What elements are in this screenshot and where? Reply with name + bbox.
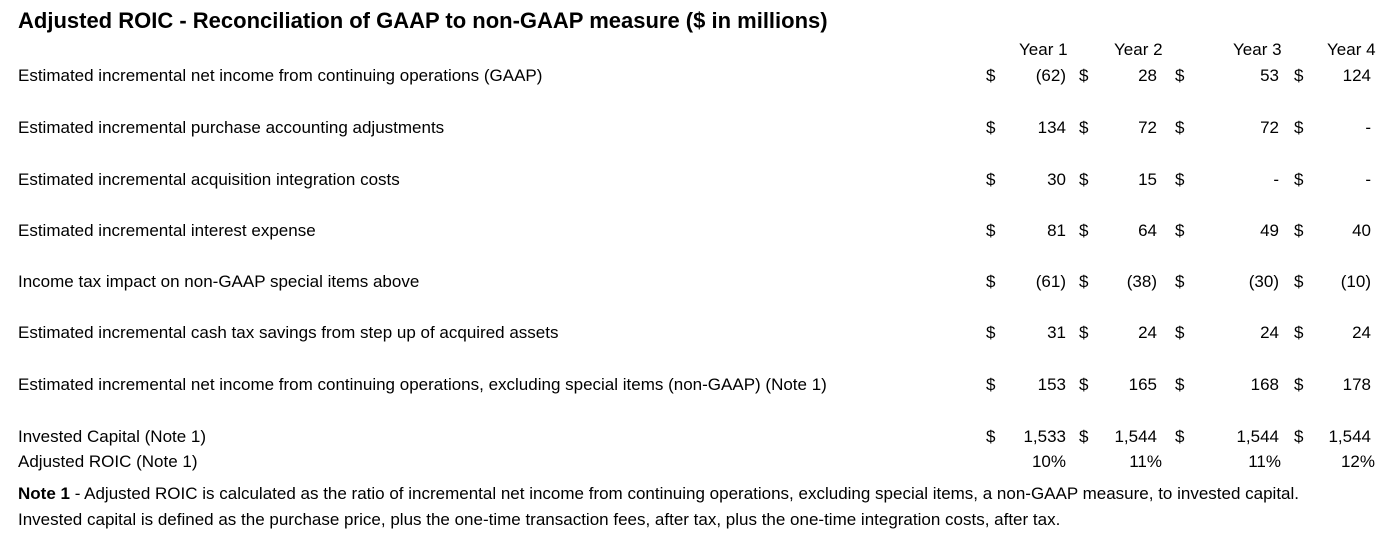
- table-row: [0, 427, 1400, 449]
- cell-value-year-2: 28: [1138, 66, 1157, 85]
- cell-value-year-3: -: [1273, 170, 1279, 189]
- cell-value-year-1: 1,533: [1023, 427, 1066, 446]
- row-label: Estimated incremental purchase accounting adjustments: [18, 118, 445, 137]
- cell-value-year-1: 30: [1047, 170, 1066, 189]
- currency-symbol: $: [1175, 118, 1185, 137]
- currency-symbol: $: [1175, 323, 1185, 342]
- cell-value-year-2: 24: [1138, 323, 1157, 342]
- cell-value-year-4: 178: [1342, 375, 1371, 394]
- cell-value-year-2: (38): [1126, 272, 1157, 291]
- cell-value-year-2: 1,544: [1114, 427, 1157, 446]
- row-label: Estimated incremental net income from continuing operations (GAAP): [18, 66, 543, 85]
- row-label: Income tax impact on non-GAAP special items above: [18, 272, 420, 291]
- cell-value-year-1: 81: [1047, 221, 1066, 240]
- row-label: Estimated incremental net income from continuing operations, excluding special items (non-GAAP) (Note 1): [18, 375, 827, 394]
- currency-symbol: $: [986, 272, 996, 291]
- roic-year-1: 10%: [1031, 452, 1066, 471]
- currency-symbol: $: [986, 118, 996, 137]
- page-title: Adjusted ROIC - Reconciliation of GAAP to non-GAAP measure ($ in millions): [18, 8, 828, 33]
- roic-year-2: 11%: [1129, 452, 1162, 471]
- cell-value-year-4: 40: [1352, 221, 1371, 240]
- cell-value-year-1: 153: [1037, 375, 1066, 394]
- table-row: [0, 221, 1400, 243]
- column-header-year-2: Year 2: [1114, 40, 1163, 59]
- currency-symbol: $: [1175, 66, 1185, 85]
- currency-symbol: $: [1079, 221, 1089, 240]
- currency-symbol: $: [1079, 118, 1089, 137]
- table-row: [0, 66, 1400, 88]
- cell-value-year-1: (61): [1035, 272, 1066, 291]
- currency-symbol: $: [1175, 221, 1185, 240]
- currency-symbol: $: [1294, 170, 1304, 189]
- cell-value-year-3: 72: [1260, 118, 1279, 137]
- row-label: Estimated incremental interest expense: [18, 221, 316, 240]
- currency-symbol: $: [1079, 427, 1089, 446]
- currency-symbol: $: [1294, 323, 1304, 342]
- currency-symbol: $: [1294, 66, 1304, 85]
- table-row: [0, 272, 1400, 294]
- cell-value-year-1: 31: [1047, 323, 1066, 342]
- currency-symbol: $: [986, 427, 996, 446]
- currency-symbol: $: [1175, 272, 1185, 291]
- currency-symbol: $: [1294, 375, 1304, 394]
- cell-value-year-2: 165: [1128, 375, 1157, 394]
- currency-symbol: $: [1175, 170, 1185, 189]
- cell-value-year-4: 124: [1342, 66, 1371, 85]
- cell-value-year-3: 53: [1260, 66, 1279, 85]
- table-row: [0, 375, 1400, 397]
- cell-value-year-1: 134: [1037, 118, 1066, 137]
- cell-value-year-2: 64: [1138, 221, 1157, 240]
- column-header-year-4: Year 4: [1327, 40, 1376, 59]
- roic-year-3: 11%: [1248, 452, 1281, 471]
- cell-value-year-3: (30): [1248, 272, 1279, 291]
- currency-symbol: $: [986, 221, 996, 240]
- note-line-2: Invested capital is defined as the purchase price, plus the one-time transaction fees, after tax, plus the one-time integration costs, after tax.: [18, 510, 1061, 529]
- cell-value-year-3: 1,544: [1236, 427, 1279, 446]
- cell-value-year-2: 72: [1138, 118, 1157, 137]
- cell-value-year-3: 24: [1260, 323, 1279, 342]
- table-row: [0, 323, 1400, 345]
- currency-symbol: $: [1079, 170, 1089, 189]
- cell-value-year-4: 1,544: [1328, 427, 1371, 446]
- currency-symbol: $: [986, 375, 996, 394]
- cell-value-year-2: 15: [1138, 170, 1157, 189]
- note-text: - Adjusted ROIC is calculated as the ratio of incremental net income from continuing operations, excluding special items, a non-GAAP measure, to invested capital.: [69, 484, 1300, 503]
- row-label: Adjusted ROIC (Note 1): [18, 452, 198, 471]
- currency-symbol: $: [1175, 427, 1185, 446]
- cell-value-year-4: (10): [1340, 272, 1371, 291]
- cell-value-year-1: (62): [1035, 66, 1066, 85]
- table-row: [0, 170, 1400, 192]
- currency-symbol: $: [1079, 272, 1089, 291]
- cell-value-year-4: 24: [1352, 323, 1371, 342]
- cell-value-year-3: 168: [1250, 375, 1279, 394]
- adjusted-roic-row: [0, 452, 1400, 474]
- cell-value-year-4: -: [1365, 118, 1371, 137]
- note-label: Note 1: [18, 484, 70, 503]
- currency-symbol: $: [1294, 221, 1304, 240]
- note-line-1: [18, 484, 1299, 504]
- table-row: [0, 118, 1400, 140]
- row-label: Invested Capital (Note 1): [18, 427, 207, 446]
- column-header-year-3: Year 3: [1233, 40, 1282, 59]
- currency-symbol: $: [1175, 375, 1185, 394]
- currency-symbol: $: [986, 323, 996, 342]
- currency-symbol: $: [1079, 375, 1089, 394]
- currency-symbol: $: [1294, 118, 1304, 137]
- currency-symbol: $: [1294, 272, 1304, 291]
- currency-symbol: $: [986, 66, 996, 85]
- row-label: Estimated incremental cash tax savings from step up of acquired assets: [18, 323, 559, 342]
- roic-year-4: 12%: [1340, 452, 1375, 471]
- cell-value-year-4: -: [1365, 170, 1371, 189]
- row-label: Estimated incremental acquisition integration costs: [18, 170, 400, 189]
- currency-symbol: $: [1079, 66, 1089, 85]
- currency-symbol: $: [1294, 427, 1304, 446]
- cell-value-year-3: 49: [1260, 221, 1279, 240]
- column-header-year-1: Year 1: [1019, 40, 1068, 59]
- currency-symbol: $: [1079, 323, 1089, 342]
- currency-symbol: $: [986, 170, 996, 189]
